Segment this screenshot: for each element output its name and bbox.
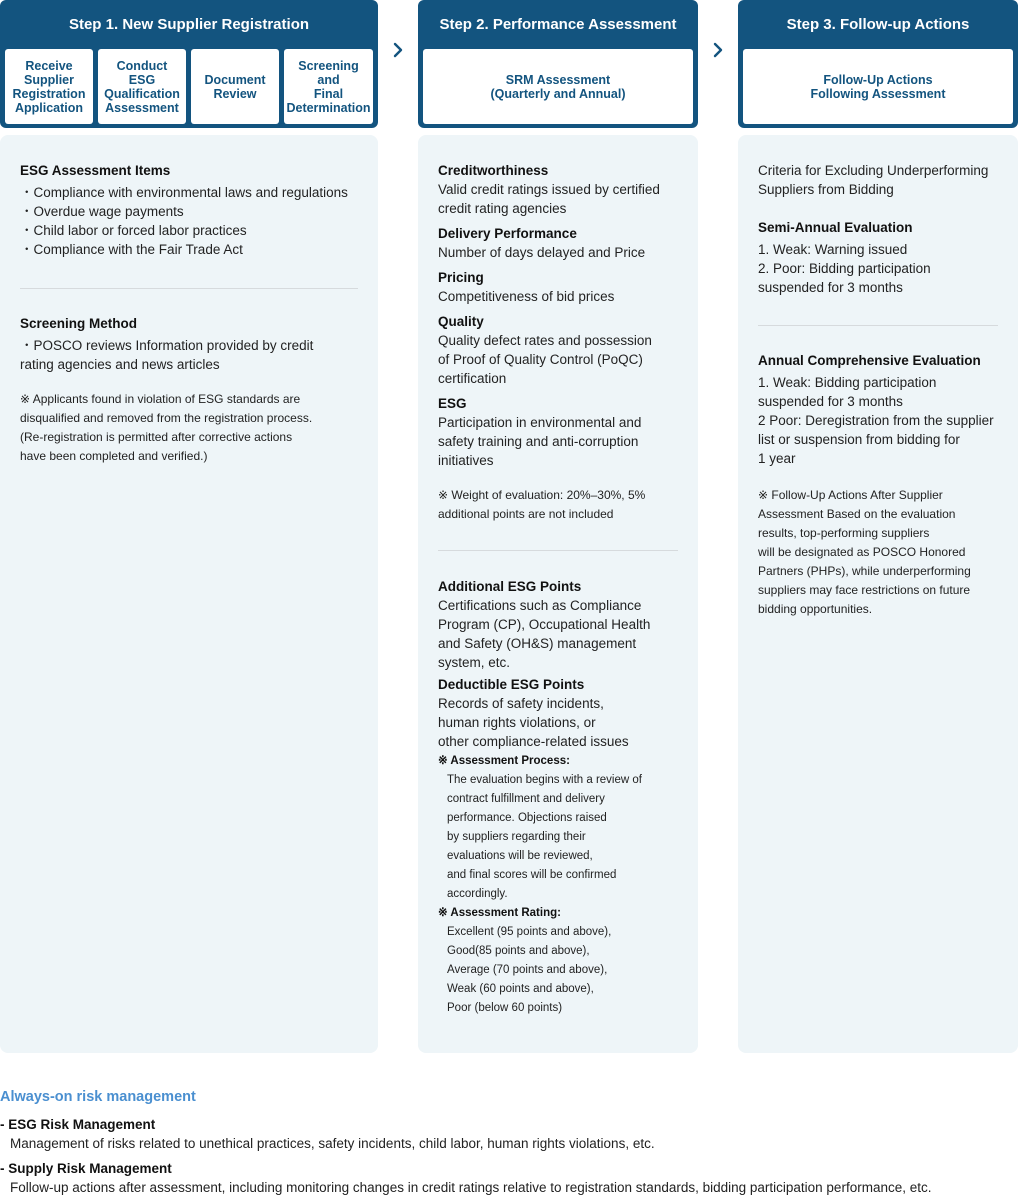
chevron-right-icon [708,38,728,62]
pricing-heading: Pricing [438,270,484,285]
screening-method-text: ・POSCO reviews Information provided by credit rating agencies and news articles [20,338,314,372]
step1-title: Step 1. New Supplier Registration [68,16,310,33]
step1-panel [0,135,378,1053]
exclusion-criteria-text: Criteria for Excluding Underperforming Suppliers from Bidding [758,163,989,197]
annual-evaluation-text: 1. Weak: Bidding participation suspended for 3 months 2 Poor: Deregistration from the supplier list or suspension from bidding for 1 year [758,375,994,466]
deductible-esg-points-text: Records of safety incidents, human rights violations, or other compliance-related issues [438,696,629,749]
substep-follow-up-actions: Follow-Up Actions Following Assessment [743,49,1013,124]
esg-text: Participation in environmental and safety training and anti-corruption initiatives [438,415,642,468]
esg-assessment-items-heading: ESG Assessment Items [20,163,171,178]
substep-receive-application: Receive Supplier Registration Application [5,49,93,124]
delivery-performance-text: Number of days delayed and Price [438,245,646,260]
assessment-rating-text: Excellent (95 points and above), Good(85 points and above), Average (70 points and above), Weak (60 points and above), Poor (below 60 points) [447,926,612,1014]
creditworthiness-text: Valid credit ratings issued by certified credit rating agencies [438,182,660,216]
step2-header [418,0,698,128]
pricing-text: Competitiveness of bid prices [438,289,615,304]
creditworthiness-heading: Creditworthiness [438,163,549,178]
esg-item: ・Compliance with the Fair Trade Act [20,242,243,257]
additional-esg-points-text: Certifications such as Compliance Program (CP), Occupational Health and Safety (OH&S) management system, etc. [438,598,651,670]
step3-title: Step 3. Follow-up Actions [786,16,970,33]
divider [20,288,358,289]
step3-header [738,0,1018,128]
esg-risk-text: Management of risks related to unethical practices, safety incidents, child labor, human rights violations, etc. [10,1136,655,1151]
assessment-process-heading: ※ Assessment Process: [438,755,570,767]
supply-risk-heading: - Supply Risk Management [0,1161,172,1176]
supply-risk-text: Follow-up actions after assessment, including monitoring changes in credit ratings relative to registration standards, bidding participation performance, etc. [10,1180,932,1195]
screening-method-heading: Screening Method [20,316,138,331]
substep-esg-qualification: Conduct ESG Qualification Assessment [98,49,186,124]
always-on-risk-title: Always-on risk management [0,1089,196,1105]
divider [438,550,678,551]
esg-risk-heading: - ESG Risk Management [0,1117,156,1132]
follow-up-note: ※ Follow-Up Actions After Supplier Assessment Based on the evaluation results, top-performing suppliers will be designated as POSCO Honored Partners (PHPs), while underperforming suppliers may face restrictions on future bidding opportunities. [758,488,971,616]
step2-panel [418,135,698,1053]
semi-annual-evaluation-text: 1. Weak: Warning issued 2. Poor: Bidding participation suspended for 3 months [758,242,931,295]
substep-document-review: Document Review [191,49,279,124]
quality-heading: Quality [438,314,484,329]
chevron-right-icon [388,38,408,62]
step3-panel [738,135,1018,1053]
substep-screening-determination: Screening and Final Determination [284,49,373,124]
esg-item: ・Compliance with environmental laws and regulations [20,185,348,200]
esg-item: ・Child labor or forced labor practices [20,223,247,238]
delivery-performance-heading: Delivery Performance [438,226,577,241]
esg-heading: ESG [438,396,467,411]
deductible-esg-points-heading: Deductible ESG Points [438,677,585,692]
quality-text: Quality defect rates and possession of Proof of Quality Control (PoQC) certification [438,333,652,386]
substep-srm-assessment: SRM Assessment (Quarterly and Annual) [423,49,693,124]
esg-item: ・Overdue wage payments [20,204,184,219]
additional-esg-points-heading: Additional ESG Points [438,579,582,594]
annual-evaluation-heading: Annual Comprehensive Evaluation [758,353,981,368]
semi-annual-evaluation-heading: Semi-Annual Evaluation [758,220,913,235]
weight-note: ※ Weight of evaluation: 20%–30%, 5% additional points are not included [438,488,646,521]
disqualification-note: ※ Applicants found in violation of ESG standards are disqualified and removed from the registration process. (Re-registration is permitted after corrective actions have been completed and verified.) [20,392,313,463]
divider [758,325,998,326]
step1-header [0,0,378,128]
step2-title: Step 2. Performance Assessment [439,16,677,33]
assessment-rating-heading: ※ Assessment Rating: [438,907,561,919]
assessment-process-text: The evaluation begins with a review of contract fulfillment and delivery performance. Objections raised by suppliers regarding their evaluations will be reviewed, and final scores will be confirmed accordingly. [447,774,642,900]
